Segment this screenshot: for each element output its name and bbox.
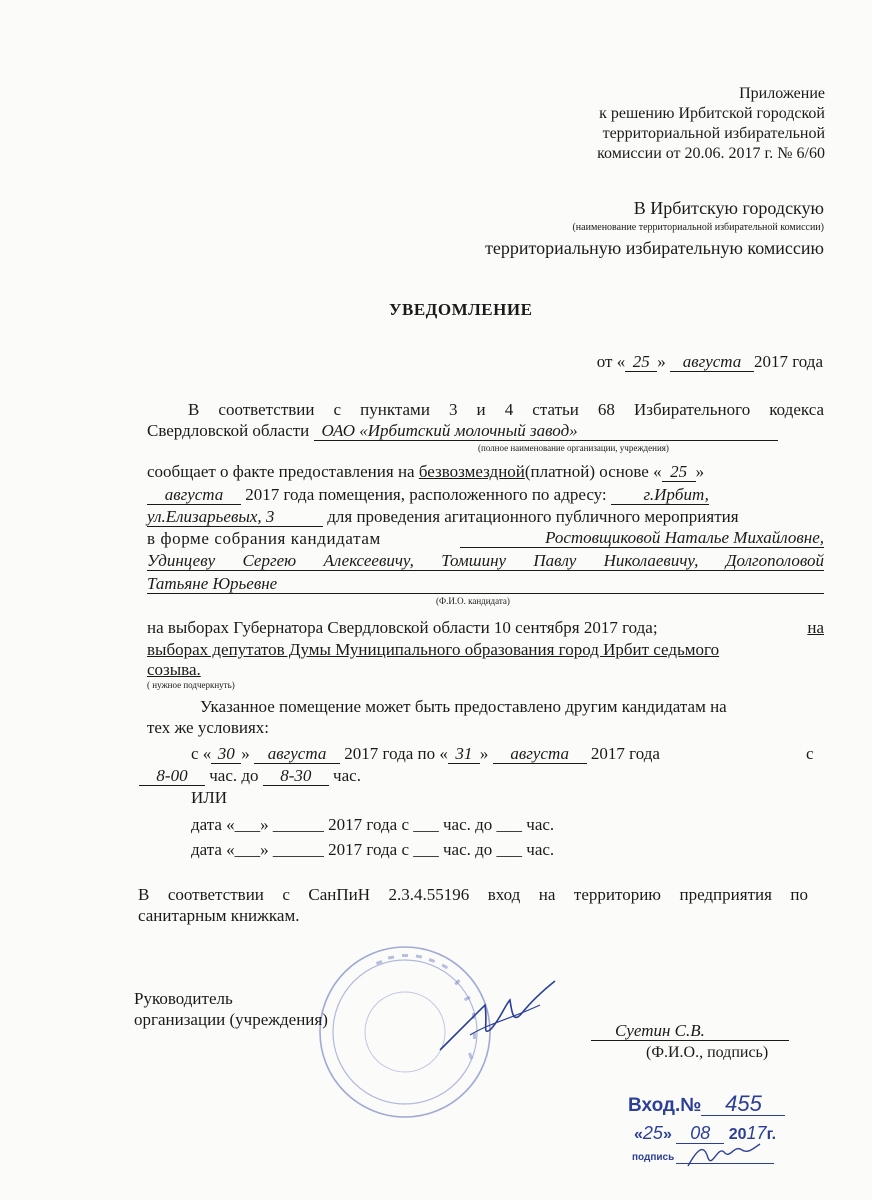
stamp-sign-label: подпись xyxy=(632,1152,675,1163)
body-line xyxy=(147,574,824,594)
recipient-hint: (наименование территориальной избирательной комиссии) xyxy=(572,222,824,233)
body-line xyxy=(147,529,824,549)
recipient-line2: территориальную избирательную комиссию xyxy=(485,238,824,258)
text: » xyxy=(479,744,489,763)
date-mid: » xyxy=(657,352,666,371)
candidate-names: Татьяне Юрьевне xyxy=(147,575,824,594)
availability-period xyxy=(191,744,660,764)
text: « xyxy=(634,1126,643,1143)
address-street: ул.Елизарьевых, 3 xyxy=(147,508,323,527)
hours-from: 8-00 xyxy=(139,767,205,786)
stamp-number: 455 xyxy=(701,1092,785,1116)
stamp-month: 08 xyxy=(676,1124,724,1144)
text: 2017 года по « xyxy=(344,744,448,763)
candidate-names: Удинцеву Сергею Алексеевичу, Томшину Павлу Николаевичу, Долгополовой xyxy=(147,551,824,570)
header-line: к решению Ирбитской городской xyxy=(599,105,825,122)
organization-hint: (полное наименование организации, учреждения) xyxy=(478,443,669,453)
text: в форме собрания кандидатам xyxy=(147,529,381,548)
body-line xyxy=(147,618,824,638)
availability-line: Указанное помещение может быть предоставлено другим кандидатам на xyxy=(200,697,727,716)
header-line: Приложение xyxy=(739,85,825,102)
candidate-hint: (Ф.И.О. кандидата) xyxy=(436,596,510,606)
header-line: комиссии от 20.06. 2017 г. № 6/60 xyxy=(597,145,825,162)
underline-hint: ( нужное подчеркнуть) xyxy=(147,680,235,690)
sanpin-line: В соответствии с СанПиН 2.3.4.55196 вход на территорию предприятия по xyxy=(138,885,808,904)
body-line xyxy=(147,507,739,527)
handwritten-signature xyxy=(430,975,570,1065)
notice-date xyxy=(597,352,823,372)
appendix-header xyxy=(597,84,825,164)
signer-hint: (Ф.И.О., подпись) xyxy=(646,1044,769,1061)
alt-date-line: дата «___» ______ 2017 года с ___ час. до ___ час. xyxy=(191,840,555,859)
text: » xyxy=(662,1126,672,1143)
text: час. xyxy=(333,766,361,785)
or-label: ИЛИ xyxy=(191,788,228,807)
period-day-from: 30 xyxy=(211,745,241,764)
period-day-to: 31 xyxy=(448,745,480,764)
text: час. до xyxy=(209,766,259,785)
organization-name: ОАО «Ирбитский молочный завод» xyxy=(314,422,778,441)
stamp-sign-underline xyxy=(676,1163,774,1164)
date-month: августа xyxy=(670,353,754,372)
election-option-underlined: выборах депутатов Думы Муниципального образования город Ирбит седьмого xyxy=(147,640,720,659)
signer-name-value: Суетин С.В. xyxy=(591,1022,789,1041)
body-line: В соответствии с пунктами 3 и 4 статьи 68 Избирательного кодекса xyxy=(188,400,824,419)
text: » xyxy=(241,744,250,763)
stamp-signature xyxy=(684,1138,764,1174)
election-option-underlined: созыва. xyxy=(147,660,201,679)
header-line: территориальной избирательной xyxy=(602,125,825,142)
body-line xyxy=(147,462,704,482)
signer-name xyxy=(591,1021,789,1041)
text: для проведения агитационного публичного мероприятия xyxy=(327,507,739,526)
hours-to: 8-30 xyxy=(263,767,329,786)
stamp-number-row xyxy=(628,1092,785,1118)
address-city: г.Ирбит, xyxy=(611,486,709,505)
election-option-underlined: на xyxy=(807,618,824,637)
signer-role: организации (учреждения) xyxy=(134,1010,328,1029)
text: на выборах Губернатора Свердловской области 10 сентября 2017 года; xyxy=(147,618,658,637)
premises-day: 25 xyxy=(662,463,696,482)
text: 20 xyxy=(728,1126,747,1143)
document-title: УВЕДОМЛЕНИЕ xyxy=(389,300,533,319)
signer-role: Руководитель xyxy=(134,989,233,1008)
text: » xyxy=(695,462,705,481)
stamp-year: 17 xyxy=(746,1123,767,1143)
sanpin-line: санитарным книжкам. xyxy=(138,906,300,925)
period-month-from: августа xyxy=(254,745,340,764)
stamp-in-label: Вход.№ xyxy=(628,1095,702,1116)
body-line xyxy=(147,485,709,505)
body-line xyxy=(147,421,778,441)
text: г. xyxy=(766,1126,777,1143)
body-line xyxy=(147,551,824,571)
candidate-names: Ростовщиковой Наталье Михайловне, xyxy=(460,529,824,548)
text: с « xyxy=(191,744,212,763)
availability-line: тех же условиях: xyxy=(147,718,270,737)
region-text: Свердловской области xyxy=(147,421,310,440)
period-month-to: августа xyxy=(493,745,587,764)
alt-date-line: дата «___» ______ 2017 года с ___ час. до ___ час. xyxy=(191,815,555,834)
recipient-line1: В Ирбитскую городскую xyxy=(633,198,824,218)
text: 2017 года помещения, расположенного по адресу: xyxy=(245,485,607,504)
date-suffix: 2017 года xyxy=(753,352,823,371)
text: с xyxy=(806,744,814,763)
text: сообщает о факте предоставления на xyxy=(147,462,415,481)
premises-month: августа xyxy=(147,486,241,505)
text: 2017 года xyxy=(590,744,660,763)
text: (платной) основе « xyxy=(524,462,662,481)
stamp-day: 25 xyxy=(642,1123,663,1143)
date-day: 25 xyxy=(625,353,657,372)
free-basis-underlined: безвозмездной xyxy=(418,462,525,481)
availability-hours xyxy=(139,766,361,786)
date-prefix: от « xyxy=(596,352,626,371)
